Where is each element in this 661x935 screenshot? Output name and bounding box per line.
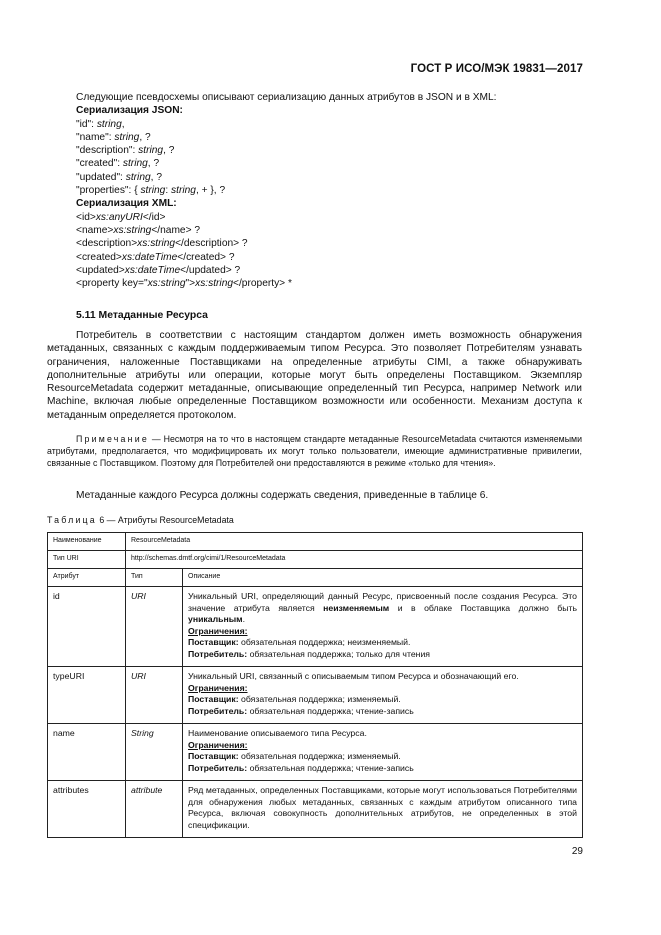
typeuri-label-cell: Тип URI xyxy=(48,551,126,569)
xml-line: <id>xs:anyURI</id> xyxy=(76,211,166,223)
table-row xyxy=(48,551,583,569)
col-header-type: Тип xyxy=(126,569,183,587)
json-line: "name": string, ? xyxy=(76,131,151,143)
note xyxy=(47,433,582,469)
json-line: "id": string, xyxy=(76,118,125,130)
type-cell: URI xyxy=(126,587,183,667)
note-label: Примечание xyxy=(76,434,149,444)
type-cell: attribute xyxy=(126,781,183,838)
json-heading: Сериализация JSON: xyxy=(76,105,183,117)
resource-metadata-table xyxy=(47,532,583,838)
type-cell: URI xyxy=(126,667,183,724)
typeuri-value-cell: http://schemas.dmtf.org/cimi/1/ResourceMetadata xyxy=(126,551,583,569)
col-header-attr: Атрибут xyxy=(48,569,126,587)
desc-cell: Уникальный URI, определяющий данный Ресурс, присвоенный после создания Ресурса. Это значение атрибута является неизменяемым и в облаке Поставщика должно быть уникальным. Ограничения: Поставщик: обязательная поддержка; неизменяемый. Потребитель: обязательная поддержка; только для чтения xyxy=(183,587,583,667)
name-value-cell: ResourceMetadata xyxy=(126,533,583,551)
body-paragraph: Потребитель в соответствии с настоящим стандартом должен иметь возможность обнаружения метаданных, связанных с каждым поддерживаемым типом Ресурса. Это позволяет Потребителям узнавать ограничения, наложенные Поставщиками на определенные атрибуты CIMI, а также обнаруживать дополнительные атрибуты или операции, которые могут быть определены Поставщиком. Экземпляр ResourceMetadata содержит метаданные, описывающие определенный тип Ресурса, например Network или Machine, включая любые определенные Поставщиком возможности или особенности. Механизм доступа к метаданным определяется протоколом. xyxy=(47,330,582,421)
xml-line: <name>xs:string</name> ? xyxy=(76,224,201,236)
table-header-row xyxy=(48,569,583,587)
page-number: 29 xyxy=(571,846,583,857)
table-caption: Таблица 6 — Атрибуты ResourceMetadata xyxy=(47,515,234,525)
attr-cell: name xyxy=(48,724,126,781)
desc-cell: Наименование описываемого типа Ресурса. Ограничения: Поставщик: обязательная поддержка; изменяемый. Потребитель: обязательная поддержка; чтение-запись xyxy=(183,724,583,781)
table-row xyxy=(48,724,583,781)
xml-line: <created>xs:dateTime</created> ? xyxy=(76,251,235,263)
standard-header: ГОСТ Р ИСО/МЭК 19831—2017 xyxy=(410,63,583,75)
xml-line: <updated>xs:dateTime</updated> ? xyxy=(76,264,241,276)
json-line: "description": string, ? xyxy=(76,145,175,157)
json-line: "properties": { string: string, + }, ? xyxy=(76,185,226,197)
attr-cell: typeURI xyxy=(48,667,126,724)
section-title: 5.11 Метаданные Ресурса xyxy=(76,310,208,321)
attr-cell: id xyxy=(48,587,126,667)
body-paragraph-2: Метаданные каждого Ресурса должны содержать сведения, приведенные в таблице 6. xyxy=(76,490,489,501)
note-text: — Несмотря на то что в настоящем стандарте метаданные ResourceMetadata считаются изменяемыми атрибутами, предполагается, что модифицировать их могут только пользователи, имеющие административные привилегии, связанные с Поставщиком. Поэтому для Потребителей они предоставляются в режиме «только для чтения». xyxy=(47,434,582,468)
table-row xyxy=(48,781,583,838)
table-row xyxy=(48,533,583,551)
table-row xyxy=(48,587,583,667)
json-line: "created": string, ? xyxy=(76,158,160,170)
table-row xyxy=(48,667,583,724)
desc-cell: Уникальный URI, связанный с описываемым типом Ресурса и обозначающий его. Ограничения: Поставщик: обязательная поддержка; изменяемый. Потребитель: обязательная поддержка; чтение-запись xyxy=(183,667,583,724)
attr-cell: attributes xyxy=(48,781,126,838)
xml-line: <description>xs:string</description> ? xyxy=(76,238,248,250)
xml-heading: Сериализация XML: xyxy=(76,198,177,210)
serialization-block xyxy=(76,91,586,290)
col-header-desc: Описание xyxy=(183,569,583,587)
xml-line: <property key="xs:string">xs:string</property> * xyxy=(76,278,292,290)
type-cell: String xyxy=(126,724,183,781)
desc-cell: Ряд метаданных, определенных Поставщиками, которые могут использоваться Потребителями для обнаружения любых метаданных, связанных с каждым атрибутом описанного типа Ресурса, включая совокупность дополнительных атрибутов, не определенных в этой спецификации. xyxy=(183,781,583,838)
intro-text: Следующие псевдосхемы описывают сериализацию данных атрибутов в JSON и в XML: xyxy=(76,92,497,103)
name-label-cell: Наименование xyxy=(48,533,126,551)
json-line: "updated": string, ? xyxy=(76,171,162,183)
